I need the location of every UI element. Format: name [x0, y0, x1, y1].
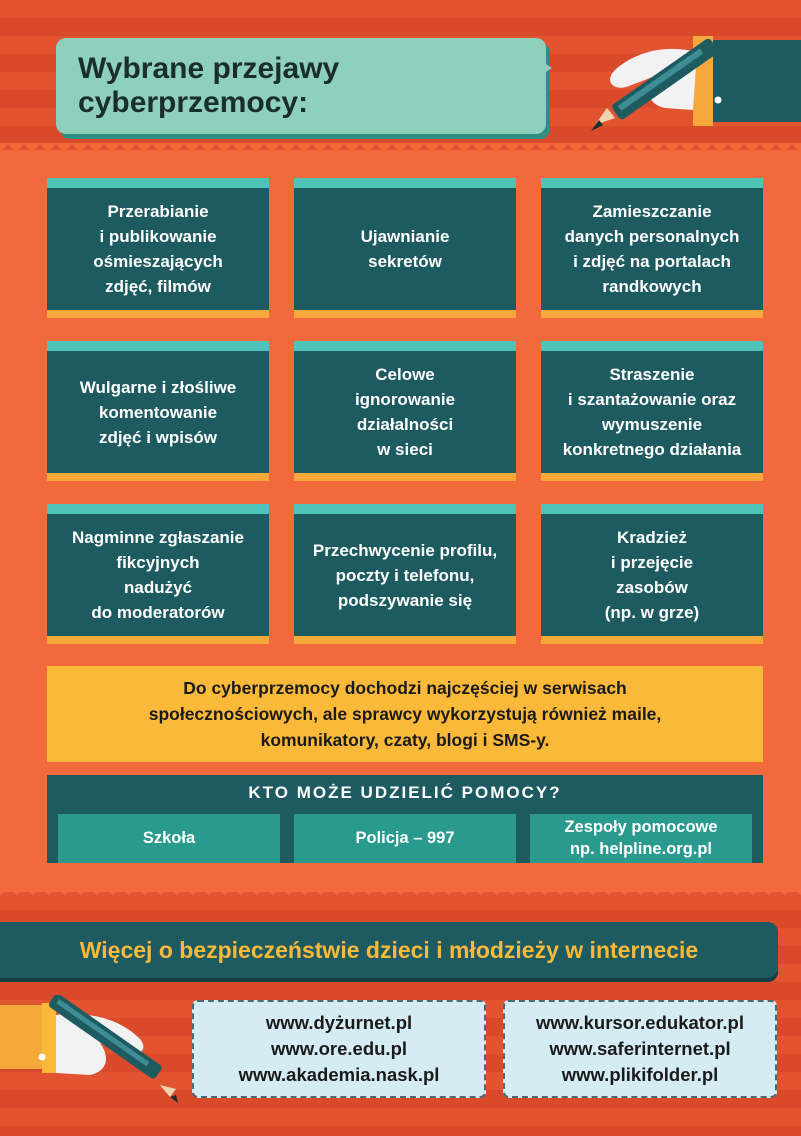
help-item-label: Zespoły pomocowe np. helpline.org.pl — [564, 817, 718, 858]
link-ore[interactable]: www.ore.edu.pl — [270, 1038, 408, 1059]
card-threats — [541, 341, 763, 481]
links-box-left — [192, 1000, 486, 1098]
more-info-title: Więcej o bezpieczeństwie dzieci i młodzieży w internecie — [79, 936, 699, 963]
card-ignoring — [294, 341, 516, 481]
title-speech-bubble — [56, 38, 546, 134]
card-profile-takeover — [294, 504, 516, 644]
card-revealing-secrets — [294, 178, 516, 318]
speech-bubble-tail — [530, 54, 552, 82]
link-dyzurnet[interactable]: www.dyżurnet.pl — [265, 1012, 413, 1033]
card-text: Wulgarne i złośliwe komentowanie zdjęć i wpisów — [79, 377, 237, 447]
help-item-police — [294, 808, 516, 863]
help-section — [47, 775, 763, 863]
card-text: Przechwycenie profilu, poczty i telefonu, podszywanie się — [312, 540, 498, 610]
card-text: Celowe ignorowanie działalności w sieci — [354, 365, 456, 459]
help-item-label: Policja – 997 — [355, 828, 455, 847]
card-vulgar-comments — [47, 341, 269, 481]
card-text: Ujawnianie sekretów — [360, 227, 450, 271]
page-title: Wybrane przejawy cyberprzemocy: — [78, 52, 340, 119]
links-box-right — [503, 1000, 777, 1098]
help-item-school — [58, 808, 280, 863]
zigzag-divider-bottom — [0, 886, 801, 898]
link-plikifolder[interactable]: www.plikifolder.pl — [561, 1064, 719, 1085]
link-kursor-edukator[interactable]: www.kursor.edukator.pl — [535, 1012, 744, 1033]
hand-writing-icon — [585, 30, 801, 140]
card-text: Zamieszczanie danych personalnych i zdjęć na portalach randkowych — [564, 202, 740, 296]
more-info-banner — [0, 922, 778, 978]
zigzag-divider-top — [0, 143, 801, 155]
card-resource-theft — [541, 504, 763, 644]
card-false-reports — [47, 504, 269, 644]
info-note — [47, 666, 763, 762]
link-akademia-nask[interactable]: www.akademia.nask.pl — [238, 1064, 440, 1085]
link-saferinternet[interactable]: www.saferinternet.pl — [549, 1038, 731, 1059]
info-note-text: Do cyberprzemocy dochodzi najczęściej w serwisach społecznościowych, ale sprawcy wykorzystują również maile, komunikatory, czaty, blogi i SMS-y. — [148, 678, 662, 750]
card-photo-manipulation — [47, 178, 269, 318]
hand-pen-icon — [0, 995, 190, 1105]
card-text: Przerabianie i publikowanie ośmieszających zdjęć, filmów — [93, 202, 223, 296]
help-item-helpline — [530, 808, 752, 863]
card-dating-sites — [541, 178, 763, 318]
card-text: Kradzież i przejęcie zasobów (np. w grze) — [604, 528, 700, 622]
card-text: Straszenie i szantażowanie oraz wymuszenie konkretnego działania — [562, 365, 742, 459]
card-text: Nagminne zgłaszanie fikcyjnych nadużyć do moderatorów — [72, 528, 244, 622]
help-item-label: Szkoła — [142, 828, 196, 847]
help-title: KTO MOŻE UDZIELIĆ POMOCY? — [248, 783, 562, 802]
